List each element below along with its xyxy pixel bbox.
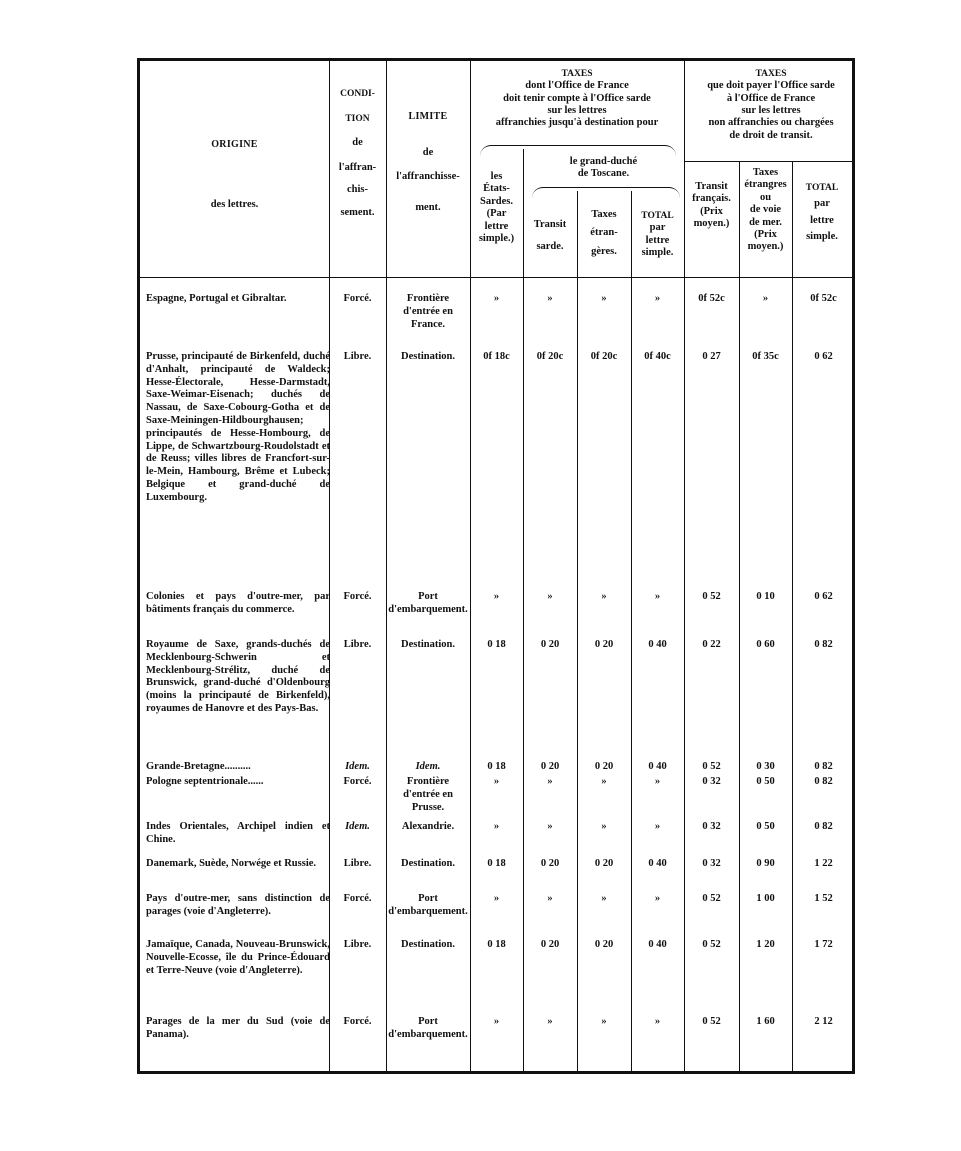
row-value: » xyxy=(601,893,607,904)
row-value: 0 32 xyxy=(702,858,721,869)
row-value: 0 20 xyxy=(594,858,614,869)
row-value: 0 90 xyxy=(756,858,775,869)
row-value: 0 62 xyxy=(814,591,833,602)
row-condition: Libre. xyxy=(343,858,372,869)
hdr-line: par xyxy=(649,222,666,234)
row-origin: Grande-Bretagne.......... xyxy=(146,761,251,772)
row-value: 0 10 xyxy=(756,591,775,602)
row-value: 0 20 xyxy=(594,939,614,950)
hdr-line: le grand-duché xyxy=(569,156,638,167)
header-taxes-france xyxy=(684,69,858,142)
hdr-line: chis- xyxy=(347,184,368,196)
row-value: 1 60 xyxy=(756,1016,775,1027)
hdr-line: non affranchies ou chargées xyxy=(708,117,834,129)
row-value: 0 20 xyxy=(540,639,560,650)
row-value: 0 18 xyxy=(487,639,506,650)
hdr-line: l'affranchisse- xyxy=(396,171,460,183)
row-value: 0 82 xyxy=(814,761,833,772)
hdr-line: sarde. xyxy=(536,241,564,253)
row-origin: Prusse, principauté de Birkenfeld, duché d'Anhalt, principauté de Waldeck; Hesse-Électorale, Hesse-Darmstadt, Saxe-Weimar-Eisenach; duchés de Nassau, de Saxe-Cobourg-Gotha et de Saxe-Meiningen-Hildbourghausen; principautés de Hesse-Hombourg, de Lippe, de Schwartzbourg-Roudolstadt et de Reuss; villes libres de Francfort-sur-le-Mein, Hambourg, Brême et Lubeck; Belgique et grand-duché de Luxembourg. xyxy=(146,351,330,503)
row-value: » xyxy=(493,821,500,832)
hdr-line: lettre xyxy=(645,234,670,246)
row-limite: Destination. xyxy=(401,639,455,650)
row-value: » xyxy=(654,821,661,832)
row-value: 2 12 xyxy=(814,1016,833,1027)
row-limite: Frontière d'entrée en Prusse. xyxy=(403,776,453,813)
row-value: 1 00 xyxy=(756,893,775,904)
row-value: 1 22 xyxy=(814,858,833,869)
row-condition: Forcé. xyxy=(343,776,372,787)
row-value: 0f 40c xyxy=(644,351,671,362)
row-limite: Port d'embarquement. xyxy=(388,1016,468,1040)
hdr-line: dont l'Office de France xyxy=(525,80,629,92)
header-taxes-sarde xyxy=(470,69,684,130)
row-value: » xyxy=(547,893,553,904)
row-limite: Idem. xyxy=(415,761,441,772)
hdr-line: affranchies jusqu'à destination pour xyxy=(495,117,659,129)
row-value: » xyxy=(654,893,661,904)
hdr-line: sur les lettres xyxy=(547,104,607,116)
hdr-line: Transit xyxy=(695,181,728,192)
row-value: 0 18 xyxy=(487,939,506,950)
row-value: 0 82 xyxy=(814,776,833,787)
hdr-line: TAXES xyxy=(561,69,593,79)
row-value: 0 52 xyxy=(702,761,721,772)
row-limite: Frontière d'entrée en France. xyxy=(403,293,453,330)
row-origin: Espagne, Portugal et Gibraltar. xyxy=(146,293,287,304)
hdr-line: Sardes. xyxy=(480,195,513,207)
row-value: 0 27 xyxy=(702,351,721,362)
row-condition: Idem. xyxy=(345,821,370,832)
row-value: 0 20 xyxy=(540,939,560,950)
hdr-line: lettre xyxy=(484,220,509,232)
row-condition: Forcé. xyxy=(343,591,372,602)
hdr-line: français. xyxy=(692,193,731,205)
hdr-line: étran- xyxy=(590,227,618,239)
hdr-line: Taxes xyxy=(591,209,617,220)
row-value: 0 20 xyxy=(594,639,614,650)
row-origin: Indes Orientales, Archipel indien et Chine. xyxy=(146,821,330,845)
hdr-line: moyen.) xyxy=(747,241,784,253)
hdr-line: de mer. xyxy=(749,216,782,228)
row-value: 0f 52c xyxy=(698,293,725,304)
header-taxes-etr-mer xyxy=(739,167,792,254)
row-value: 0 22 xyxy=(702,639,721,650)
row-value: » xyxy=(493,293,500,304)
row-value: » xyxy=(493,591,500,602)
hdr-line: TOTAL xyxy=(805,183,839,193)
hdr-line: États- xyxy=(483,183,510,195)
row-condition: Idem. xyxy=(345,761,370,772)
row-value: 0 52 xyxy=(702,1016,721,1027)
hdr-line: sur les lettres xyxy=(741,104,801,116)
row-value: » xyxy=(547,821,553,832)
row-value: » xyxy=(601,821,607,832)
hdr-line: à l'Office de France xyxy=(726,92,816,104)
row-value: » xyxy=(493,1016,500,1027)
hdr-line: simple.) xyxy=(478,232,515,244)
hdr-line: Taxes xyxy=(752,167,779,178)
row-origin: Royaume de Saxe, grands-duchés de Mecklenbourg-Schwerin et Mecklenbourg-Strélitz, duché de Brunswick, grand-duché d'Oldenbourg (moins la principauté de Birkenfeld), royaumes de Hanovre et des Pays-Bas. xyxy=(146,639,330,714)
hdr-line: TOTAL xyxy=(641,211,674,221)
header-taxes-etrangeres xyxy=(577,209,631,258)
row-value: 1 52 xyxy=(814,893,833,904)
row-value: 0 52 xyxy=(702,893,721,904)
row-value: 1 20 xyxy=(756,939,775,950)
row-value: 1 72 xyxy=(814,939,833,950)
row-value: 0f 20c xyxy=(536,351,564,362)
hdr-line: moyen.) xyxy=(693,218,730,230)
header-total-sarde xyxy=(631,211,684,259)
row-origin: Parages de la mer du Sud (voie de Panama). xyxy=(146,1016,330,1040)
hdr-line: simple. xyxy=(806,230,838,242)
hdr-line: ou xyxy=(759,191,772,203)
header-etats-sardes xyxy=(470,171,523,245)
row-condition: Forcé. xyxy=(343,293,372,304)
hdr-line: de voie xyxy=(749,204,782,216)
row-value: » xyxy=(654,776,661,787)
row-value: » xyxy=(493,893,500,904)
row-value: 0 20 xyxy=(540,858,560,869)
hdr-line: (Prix xyxy=(700,205,723,217)
row-origin: Danemark, Suède, Norwége et Russie. xyxy=(146,858,317,869)
hdr-line: de xyxy=(422,146,434,158)
brace xyxy=(532,187,680,198)
row-value: » xyxy=(654,1016,661,1027)
row-value: 0 20 xyxy=(594,761,614,772)
hdr-line: par xyxy=(814,198,830,210)
row-value: 0 52 xyxy=(702,591,721,602)
hdr-line: TION xyxy=(345,114,370,125)
row-value: 0f 18c xyxy=(483,351,510,362)
row-value: » xyxy=(654,293,661,304)
hdr-line: l'affran- xyxy=(338,161,377,173)
row-origin: Pays d'outre-mer, sans distinction de parages (voie d'Angleterre). xyxy=(146,893,330,917)
row-condition: Libre. xyxy=(343,639,372,650)
row-value: 0f 20c xyxy=(590,351,618,362)
header-origine: ORIGINE xyxy=(211,139,258,150)
row-limite: Port d'embarquement. xyxy=(388,591,468,615)
hdr-line: que doit payer l'Office sarde xyxy=(707,80,835,92)
hdr-line: sement. xyxy=(340,206,375,218)
row-value: 0 40 xyxy=(648,639,667,650)
brace xyxy=(480,145,676,156)
hdr-line: ment. xyxy=(415,201,441,213)
row-value: 0 50 xyxy=(756,776,775,787)
row-value: 0 50 xyxy=(756,821,775,832)
hdr-line: lettre xyxy=(810,214,834,226)
row-value: 0 20 xyxy=(540,761,560,772)
hdr-line: Transit xyxy=(533,219,567,230)
subheader-rule xyxy=(684,161,852,162)
header-transit-sarde xyxy=(523,219,577,254)
row-value: » xyxy=(601,293,607,304)
row-origin: Colonies et pays d'outre-mer, par bâtiments français du commerce. xyxy=(146,591,330,615)
hdr-line: LIMITE xyxy=(408,111,448,122)
header-transit-francais xyxy=(684,181,739,231)
hdr-line: de xyxy=(352,137,363,149)
header-total-france xyxy=(792,183,852,243)
row-limite: Port d'embarquement. xyxy=(388,893,468,917)
hdr-line: TAXES xyxy=(755,69,787,79)
row-value: » xyxy=(601,776,607,787)
row-value: » xyxy=(762,293,769,304)
row-value: » xyxy=(601,591,607,602)
row-value: 0 32 xyxy=(702,821,721,832)
hdr-line: étrangres xyxy=(744,179,787,191)
row-value: 0 62 xyxy=(814,351,833,362)
hdr-line: gères. xyxy=(591,245,617,257)
row-value: » xyxy=(493,776,500,787)
hdr-line: (Par xyxy=(486,208,507,220)
row-value: 0 60 xyxy=(756,639,775,650)
header-limite xyxy=(386,111,470,214)
col-rule xyxy=(523,149,524,1071)
row-condition: Libre. xyxy=(343,351,372,362)
row-condition: Forcé. xyxy=(343,1016,372,1027)
header-toscane xyxy=(523,156,684,181)
row-value: 0 30 xyxy=(756,761,775,772)
header-rule xyxy=(140,277,852,278)
row-value: 0 18 xyxy=(487,858,506,869)
row-value: 0f 35c xyxy=(752,351,779,362)
row-limite: Destination. xyxy=(401,858,455,869)
hdr-line: de Toscane. xyxy=(577,168,630,180)
row-value: » xyxy=(547,293,553,304)
row-value: 0 18 xyxy=(487,761,506,772)
tariff-table xyxy=(137,58,855,1074)
row-origin: Pologne septentrionale...... xyxy=(146,776,264,787)
row-value: » xyxy=(547,591,553,602)
row-value: 0 82 xyxy=(814,821,833,832)
row-limite: Destination. xyxy=(401,351,455,362)
hdr-line: doit tenir compte à l'Office sarde xyxy=(503,92,651,104)
row-value: » xyxy=(547,776,553,787)
row-value: » xyxy=(654,591,661,602)
header-condition xyxy=(329,89,386,219)
row-limite: Destination. xyxy=(401,939,455,950)
row-value: 0 82 xyxy=(814,639,833,650)
row-value: 0f 52c xyxy=(810,293,837,304)
row-condition: Forcé. xyxy=(343,893,372,904)
row-value: 0 40 xyxy=(648,761,667,772)
hdr-line: (Prix xyxy=(754,228,777,240)
row-value: 0 40 xyxy=(648,858,667,869)
hdr-line: simple. xyxy=(641,246,674,258)
row-value: 0 52 xyxy=(702,939,721,950)
hdr-line: CONDI- xyxy=(340,89,375,99)
row-value: » xyxy=(547,1016,553,1027)
row-value: 0 32 xyxy=(702,776,721,787)
hdr-line: de droit de transit. xyxy=(729,129,813,141)
hdr-line: les xyxy=(490,171,503,182)
row-condition: Libre. xyxy=(343,939,372,950)
row-limite: Alexandrie. xyxy=(401,821,455,832)
row-origin: Jamaïque, Canada, Nouveau-Brunswick, Nouvelle-Ecosse, île du Prince-Édouard et Terre-Neuve (voie d'Angleterre). xyxy=(146,939,330,976)
row-value: 0 40 xyxy=(648,939,667,950)
header-des-lettres: des lettres. xyxy=(210,199,259,210)
row-value: » xyxy=(601,1016,607,1027)
